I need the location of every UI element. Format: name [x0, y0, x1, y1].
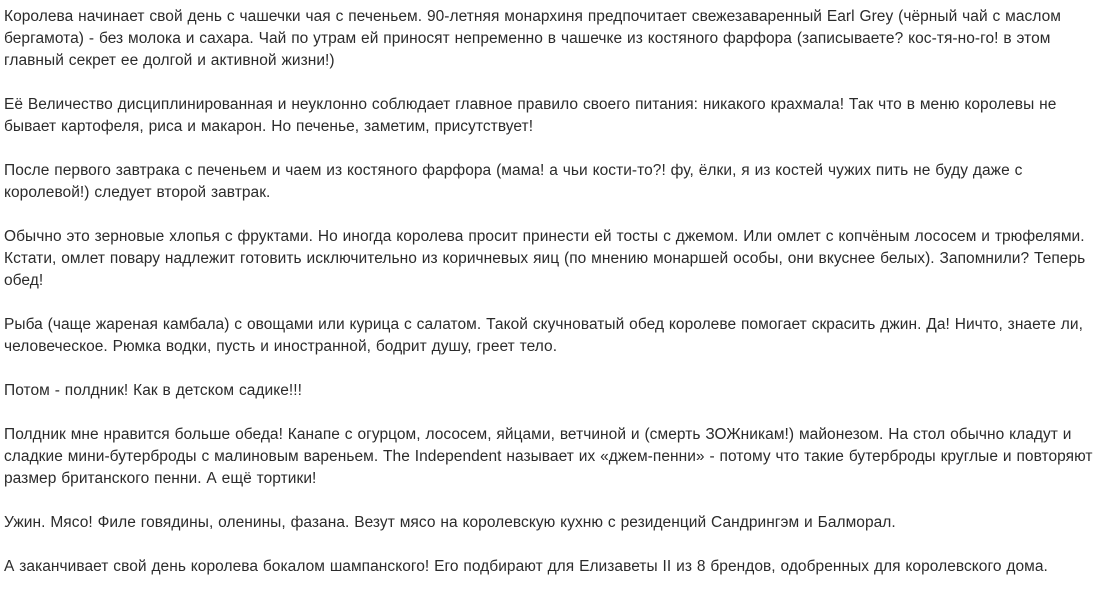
- paragraph-second-breakfast: После первого завтрака с печеньем и чаем из костяного фарфора (мама! а чьи кости-то?! фу, ёлки, я из костей чужих пить не буду даже с королевой!) следует второй завтрак.: [4, 162, 1023, 201]
- paragraph-afternoon-snack: Потом - полдник! Как в детском садике!!!: [4, 382, 302, 399]
- paragraph-dinner: Ужин. Мясо! Филе говядины, оленины, фазана. Везут мясо на королевскую кухню с резиденций Сандрингэм и Балморал.: [4, 514, 896, 531]
- paragraph-morning-tea: Королева начинает свой день с чашечки чая с печеньем. 90-летняя монархиня предпочитает свежезаваренный Earl Grey (чёрный чай с маслом бергамота) - без молока и сахара. Чай по утрам ей приносят непременно в чашечке из костяного фарфора (записываете? кос-тя-но-го! в этом главный секрет ее долгой и активной жизни!): [4, 8, 1062, 69]
- article-body: [4, 6, 1102, 600]
- paragraph-champagne: А заканчивает свой день королева бокалом шампанского! Его подбирают для Елизаветы II из 8 брендов, одобренных для королевского дома.: [4, 558, 1048, 575]
- paragraph-lunch: Рыба (чаще жареная камбала) с овощами или курица с салатом. Такой скучноватый обед королеве помогает скрасить джин. Да! Ничто, знаете ли, человеческое. Рюмка водки, пусть и иностранной, бодрит душу, греет тело.: [4, 316, 1083, 355]
- paragraph-breakfast-menu: Обычно это зерновые хлопья с фруктами. Но иногда королева просит принести ей тосты с джемом. Или омлет с копчёным лососем и трюфелями. Кстати, омлет повару надлежит готовить исключительно из коричневых яиц (по мнению монаршей особы, они вкуснее белых). Запомнили? Теперь обед!: [4, 228, 1086, 289]
- paragraph-no-starch: Её Величество дисциплинированная и неуклонно соблюдает главное правило своего питания: никакого крахмала! Так что в меню королевы не бывает картофеля, риса и макарон. Но печенье, заметим, присутствует!: [4, 96, 1057, 135]
- paragraph-snack-menu: Полдник мне нравится больше обеда! Канапе с огурцом, лососем, яйцами, ветчиной и (смерть ЗОЖникам!) майонезом. На стол обычно кладут и сладкие мини-бутерброды с малиновым вареньем. The Independent называет их «джем-пенни» - потому что такие бутерброды круглые и повторяют размер британского пенни. А ещё тортики!: [4, 426, 1093, 487]
